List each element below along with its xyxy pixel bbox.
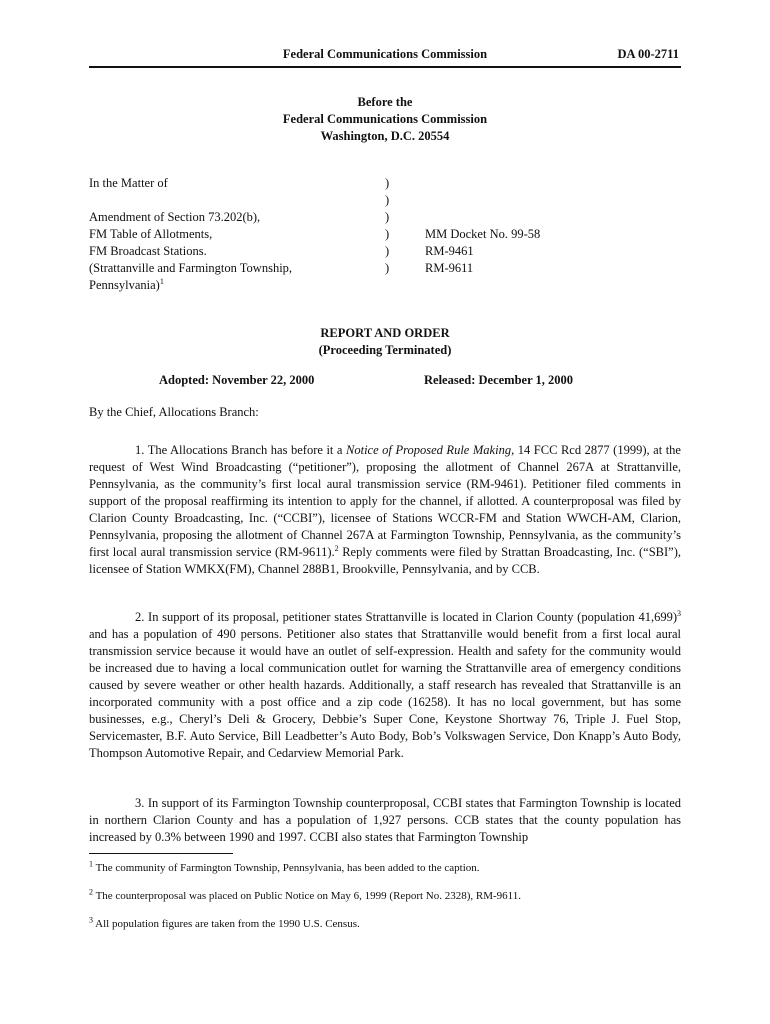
footnote-ref-1: 1 [159, 276, 164, 286]
title-line-2: (Proceeding Terminated) [318, 343, 452, 357]
title-line-1: REPORT AND ORDER [320, 326, 450, 340]
caption-left [89, 175, 379, 294]
rm-number-1: RM-9461 [425, 244, 474, 258]
caption-line-2: FM Table of Allotments, [89, 227, 213, 241]
footnote-3: $^3$ All population figures are taken from the 1990 U.S. Census. [89, 915, 360, 930]
document-title [0, 325, 770, 359]
caption-parens: ) ) ) ) ) ) [385, 176, 390, 275]
caption-line-5: Pennsylvania)$^1$ [89, 276, 164, 292]
paragraph-3: 3. In support of its Farmington Township counterproposal, CCBI states that Farmington Township is located in northern Clarion County and has a population of 1,927 persons. CCB states that the county population has increased by 0.3% between 1990 and 1997. CCBI also states that Farmington Township [89, 796, 681, 844]
before-line-3: Washington, D.C. 20554 [320, 129, 450, 143]
paragraph-2: 2. In support of its proposal, petitioner states Strattanville is located in Clarion County (population 41,699)$^3$ and has a population of 490 persons. Petitioner also states that Strattanville would benefit from a first local aural transmission service because it would have an outlet of self-expression. Health and safety for the community would be increased due to having a local communication outlet for warning the Strattanville area of emergency conditions caused by severe weather or other health hazards. Additionally, a staff research has revealed that Strattanville is an incorporated community with a post office and a zip code (16258). It has no local government, but has some businesses, e.g., Cheryl’s Deli & Grocery, Debbie’s Super Cone, Keystone Shortway 76, Triple J. Fuel Stop, Servicemaster, B.F. Auto Service, Bill Leadbetter’s Auto Body, Bob’s Volkswagen Service, Don Knapp’s Auto Body, Thompson Automotive Repair, and Cedarview Memorial Park. [89, 608, 681, 760]
adopted-date: Adopted: November 22, 2000 [159, 373, 315, 387]
header-agency: Federal Communications Commission [282, 47, 488, 61]
intro-line: By the Chief, Allocations Branch: [89, 405, 259, 419]
footnote-1: $^1$ The community of Farmington Township, Pennsylvania, has been added to the caption. [89, 859, 480, 874]
header-da-number: DA 00-2711 [617, 47, 679, 61]
before-line-2: Federal Communications Commission [282, 112, 488, 126]
footnote-2: $^2$ The counterproposal was placed on Public Notice on May 6, 1999 (Report No. 2328), RM-9611. [89, 887, 522, 902]
docket-number: MM Docket No. 99-58 [425, 227, 541, 241]
before-line-1: Before the [357, 95, 413, 109]
caption-right [425, 175, 675, 277]
paragraph-1: 1. The Allocations Branch has before it a Notice of Proposed Rule Making, 14 FCC Rcd 2877 (1999), at the request of West Wind Broadcasting (“petitioner”), proposing the allotment of Channel 267A at Strattanville, Pennsylvania, as the community’s first local aural transmission service (RM-9461). Petitioner filed comments in support of the proposal reaffirming its intention to apply for the channel, if allotted. A counterproposal was filed by Clarion County Broadcasting, Inc. (“CCBI”), licensee of Stations WCCR-FM and Station WWCH-AM, Clarion, Pennsylvania, proposing the allotment of Channel 267A at Farmington Township, Pennsylvania, as the community’s first local aural transmission service (RM-9611).$^2$ Reply comments were filed by Strattan Broadcasting, Inc. (“SBI”), licensee of Station WMKX(FM), Channel 288B1, Brookville, Pennsylvania, and by CCB. [89, 443, 681, 576]
rm-number-2: RM-9611 [425, 261, 474, 275]
footnote-separator [89, 853, 233, 854]
footnote-ref-2: 2 [334, 543, 339, 553]
running-header [89, 47, 681, 68]
released-date: Released: December 1, 2000 [424, 373, 574, 387]
before-block [0, 94, 770, 145]
caption-line-1: Amendment of Section 73.202(b), [89, 210, 261, 224]
footnote-ref-3: 3 [677, 608, 681, 618]
caption-line-3: FM Broadcast Stations. [89, 244, 207, 258]
caption-in-matter: In the Matter of [89, 176, 168, 190]
caption-line-4: (Strattanville and Farmington Township, [89, 261, 293, 275]
